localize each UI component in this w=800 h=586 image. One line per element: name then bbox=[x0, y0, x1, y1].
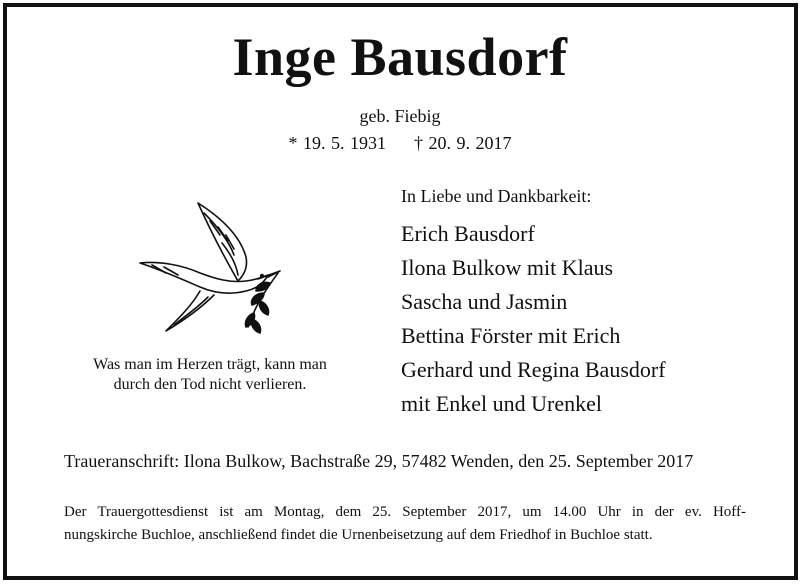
funeral-service-info bbox=[64, 501, 746, 547]
quote-line: durch den Tod nicht verlieren. bbox=[113, 376, 307, 393]
mourner-line: Erich Bausdorf bbox=[401, 221, 535, 246]
mourners-intro: In Liebe und Dankbarkeit: bbox=[401, 186, 592, 206]
mourner-line: Gerhard und Regina Bausdorf bbox=[401, 357, 666, 382]
mourner-line: Sascha und Jasmin bbox=[401, 289, 568, 314]
dove-with-olive-branch-icon bbox=[130, 195, 290, 340]
memorial-quote bbox=[60, 355, 360, 395]
mourners-block bbox=[401, 186, 666, 421]
mourning-address: Traueranschrift: Ilona Bulkow, Bachstraße 29, 57482 Wenden, den 25. September 2017 bbox=[64, 451, 694, 471]
mourner-line: mit Enkel und Urenkel bbox=[401, 391, 603, 416]
service-line: nungskirche Buchloe, anschließend findet die Urnenbeisetzung auf dem Friedhof in Buchloe statt. bbox=[64, 527, 653, 543]
life-dates bbox=[0, 133, 800, 154]
deceased-name: Inge Bausdorf bbox=[232, 27, 568, 87]
birth-date: * 19. 5. 1931 bbox=[288, 133, 386, 153]
maiden-name: geb. Fiebig bbox=[359, 106, 441, 126]
quote-line: Was man im Herzen trägt, kann man bbox=[93, 356, 327, 373]
death-date: † 20. 9. 2017 bbox=[414, 133, 512, 153]
mourner-line: Bettina Förster mit Erich bbox=[401, 323, 621, 348]
mourner-line: Ilona Bulkow mit Klaus bbox=[401, 255, 614, 280]
service-line: Der Trauergottesdienst ist am Montag, dem 25. September 2017, um 14.00 Uhr in der ev. Hoff- bbox=[64, 504, 746, 520]
